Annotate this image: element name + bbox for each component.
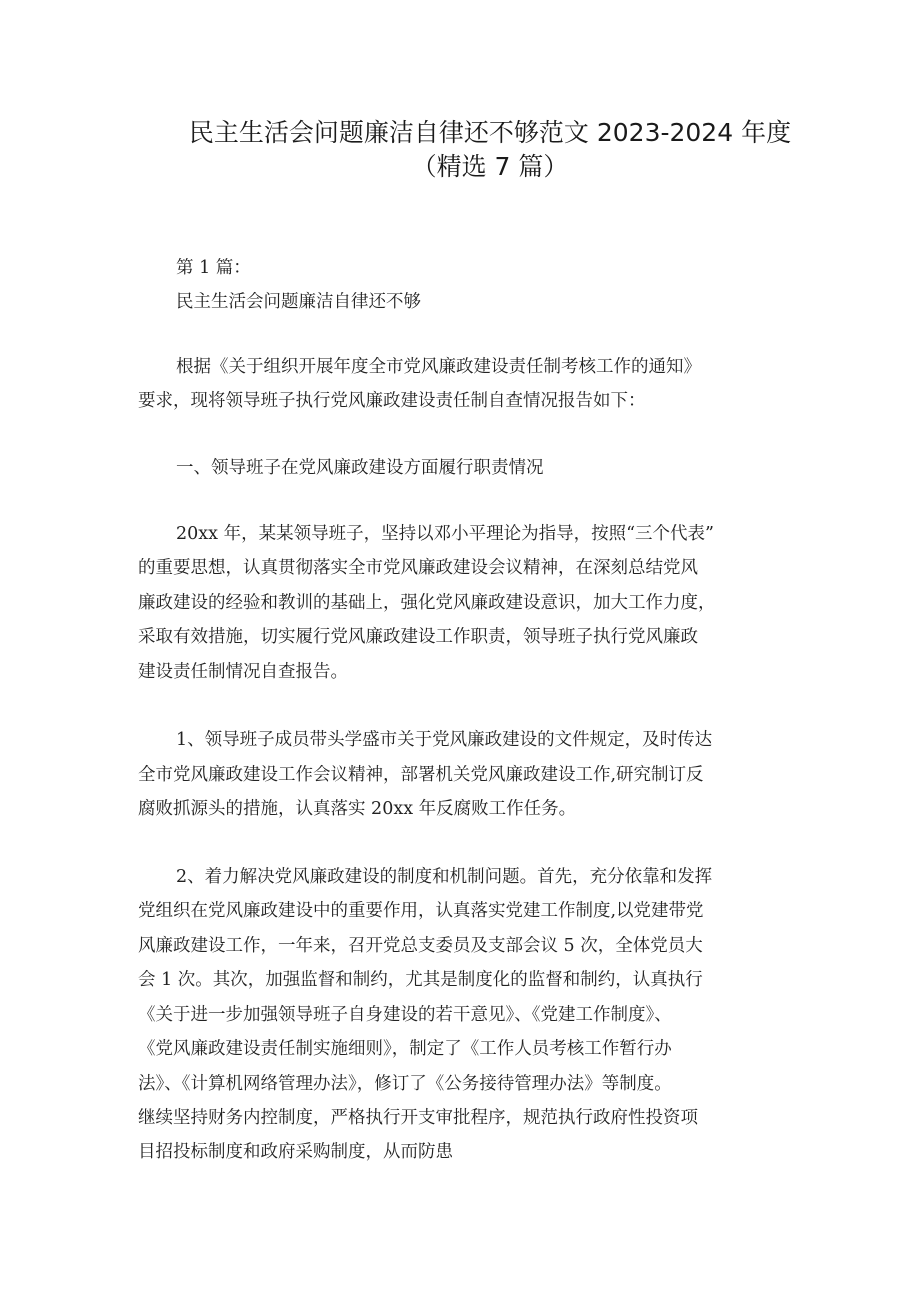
document-title-line-2: （精选 7 篇） [411,152,569,181]
intro-line: 根据《关于组织开展年度全市党风廉政建设责任制考核工作的通知》 [176,357,701,377]
paragraph-line: 继续坚持财务内控制度，严格执行开支审批程序，规范执行政府性投资项 [138,1108,698,1128]
paragraph-line: 《党风廉政建设责任制实施细则》，制定了《工作人员考核工作暂行办 [138,1039,672,1059]
paragraph-line: 会 1 次。其次，加强监督和制约，尤其是制度化的监督和制约，认真执行 [138,970,703,990]
chapter-title: 民主生活会问题廉洁自律还不够 [176,292,421,312]
paragraph-line: 1、领导班子成员带头学盛市关于党风廉政建设的文件规定，及时传达 [176,730,713,750]
intro-line: 要求，现将领导班子执行党风廉政建设责任制自查情况报告如下： [138,391,646,411]
paragraph-line: 廉政建设的经验和教训的基础上，强化党风廉政建设意识，加大工作力度， [138,593,716,613]
paragraph-line: 党组织在党风廉政建设中的重要作用，认真落实党建工作制度,以党建带党 [138,901,704,921]
paragraph-line: 的重要思想，认真贯彻落实全市党风廉政建设会议精神，在深刻总结党风 [138,558,698,578]
paragraph-line: 采取有效措施，切实履行党风廉政建设工作职责，领导班子执行党风廉政 [138,627,698,647]
paragraph-line: 《关于进一步加强领导班子自身建设的若干意见》、《党建工作制度》、 [138,1005,672,1025]
paragraph-line: 目招投标制度和政府采购制度，从而防患 [138,1142,453,1162]
section-heading: 一、领导班子在党风廉政建设方面履行职责情况 [176,458,544,478]
paragraph-line: 2、着力解决党风廉政建设的制度和机制问题。首先，充分依靠和发挥 [176,867,713,887]
paragraph-line: 建设责任制情况自查报告。 [138,662,348,682]
chapter-label: 第 1 篇： [176,258,251,278]
paragraph-line: 风廉政建设工作，一年来，召开党总支委员及支部会议 5 次，全体党员大 [138,936,703,956]
paragraph-line: 全市党风廉政建设工作会议精神，部署机关党风廉政建设工作,研究制订反 [138,765,704,785]
document-title-line-1: 民主生活会问题廉洁自律还不够范文 2023-2024 年度 [188,118,792,147]
paragraph-line: 法》、《计算机网络管理办法》，修订了《公务接待管理办法》等制度。 [138,1074,672,1094]
paragraph-line: 20xx 年，某某领导班子，坚持以邓小平理论为指导，按照“三个代表” [176,524,714,544]
paragraph-line: 腐败抓源头的措施，认真落实 20xx 年反腐败工作任务。 [138,799,577,819]
